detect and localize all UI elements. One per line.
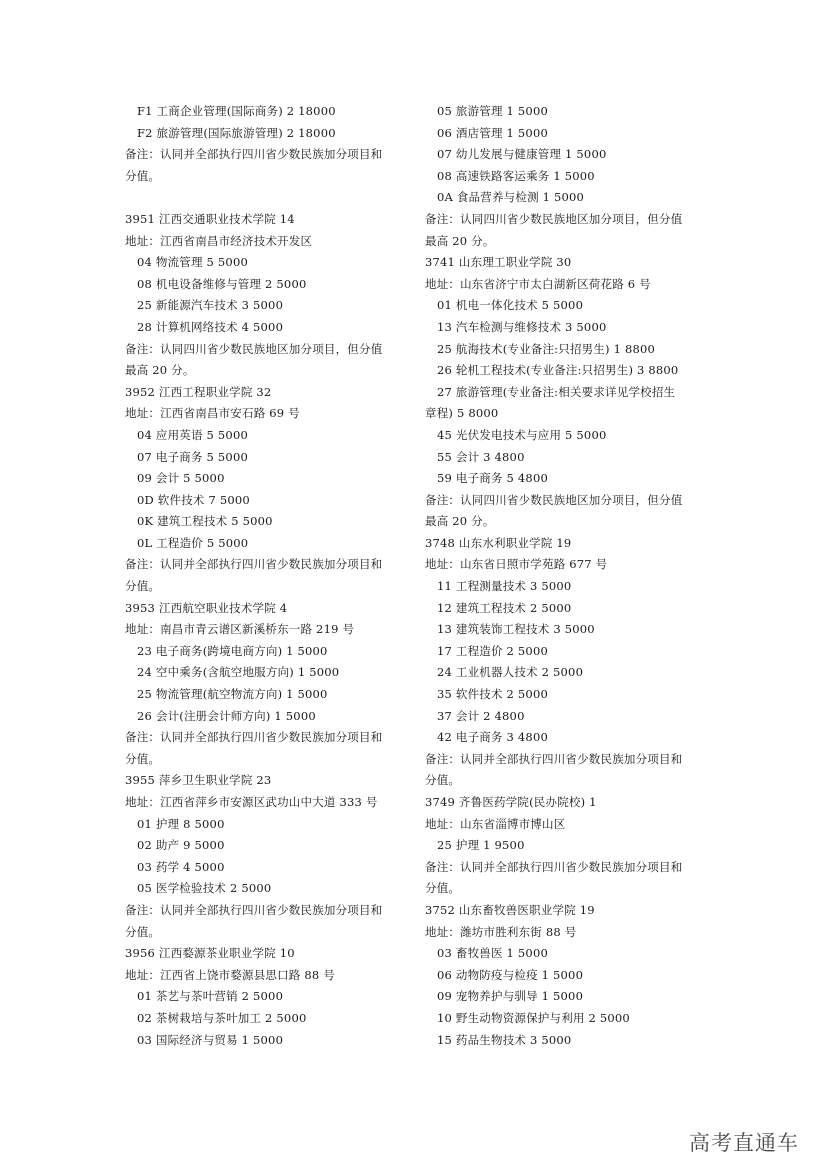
text-line: 25 新能源汽车技术 3 5000 <box>137 298 284 313</box>
text-line: 27 旅游管理(专业备注:相关要求详见学校招生 <box>437 384 676 399</box>
text-line: 备注：认同并全部执行四川省少数民族加分项目和 <box>425 859 683 874</box>
text-line: 分值。 <box>125 168 161 183</box>
text-line: 最高 20 分。 <box>425 233 495 248</box>
text-line: 37 会计 2 4800 <box>437 708 525 723</box>
text-line: 09 宠物养护与驯导 1 5000 <box>437 989 584 1004</box>
text-line: 23 电子商务(跨境电商方向) 1 5000 <box>137 643 328 658</box>
text-line: 0A 食品营养与检测 1 5000 <box>437 190 585 205</box>
blank-line <box>125 187 410 209</box>
text-line: 15 药品生物技术 3 5000 <box>437 1032 572 1047</box>
text-line: 26 会计(注册会计师方向) 1 5000 <box>137 708 316 723</box>
text-line: 03 药学 4 5000 <box>137 859 225 874</box>
text-line: 3953 江西航空职业技术学院 4 <box>125 600 288 615</box>
text-line: 地址：山东省淄博市博山区 <box>425 816 566 831</box>
text-line: 07 幼儿发展与健康管理 1 5000 <box>437 147 607 162</box>
text-line: 0D 软件技术 7 5000 <box>137 492 250 507</box>
text-line: 01 机电一体化技术 5 5000 <box>437 298 584 313</box>
text-line: 地址：潍坊市胜利东街 88 号 <box>425 924 577 939</box>
text-line: F2 旅游管理(国际旅游管理) 2 18000 <box>137 125 336 140</box>
text-line: 42 电子商务 3 4800 <box>437 730 548 745</box>
text-line: 最高 20 分。 <box>425 514 495 529</box>
text-line: 13 建筑装饰工程技术 3 5000 <box>437 622 595 637</box>
text-line: 3752 山东畜牧兽医职业学院 19 <box>425 902 595 917</box>
text-line: 地址：江西省南昌市经济技术开发区 <box>125 233 313 248</box>
text-line: 13 汽车检测与维修技术 3 5000 <box>437 319 607 334</box>
text-line: 12 建筑工程技术 2 5000 <box>437 600 572 615</box>
text-line: 17 工程造价 2 5000 <box>437 643 548 658</box>
text-line: 备注：认同四川省少数民族地区加分项目，但分值 <box>425 211 683 226</box>
text-line: 最高 20 分。 <box>125 363 195 378</box>
text-line: 地址：江西省萍乡市安源区武功山中大道 333 号 <box>125 795 378 809</box>
text-line: 3955 萍乡卫生职业学院 23 <box>125 773 272 788</box>
text-line: 地址：南昌市青云谱区新溪桥东一路 219 号 <box>125 622 355 637</box>
text-line: 06 酒店管理 1 5000 <box>437 125 548 140</box>
text-line: 分值。 <box>125 579 161 594</box>
text-line: 备注：认同并全部执行四川省少数民族加分项目和 <box>125 147 383 162</box>
text-line: 地址：山东省济宁市太白湖新区荷花路 6 号 <box>425 276 651 291</box>
text-line: 08 高速铁路客运乘务 1 5000 <box>437 168 595 183</box>
text-line: 备注：认同四川省少数民族地区加分项目，但分值 <box>125 341 383 356</box>
text-line: 0K 建筑工程技术 5 5000 <box>137 514 273 529</box>
text-line: 分值。 <box>425 881 461 896</box>
text-line: 01 护理 8 5000 <box>137 816 225 831</box>
text-line: 3741 山东理工职业学院 30 <box>425 255 572 270</box>
text-line: 09 会计 5 5000 <box>137 471 225 486</box>
text-line: 59 电子商务 5 4800 <box>437 471 548 486</box>
text-line: 04 应用英语 5 5000 <box>137 427 248 442</box>
watermark-text: 高考直通车 <box>689 1131 799 1155</box>
text-line: 10 野生动物资源保护与利用 2 5000 <box>437 1010 630 1025</box>
text-line: 45 光伏发电技术与应用 5 5000 <box>437 427 607 442</box>
text-line: 3749 齐鲁医药学院(民办院校) 1 <box>425 795 597 809</box>
text-line: 分值。 <box>425 773 461 788</box>
text-line: 备注：认同四川省少数民族地区加分项目，但分值 <box>425 492 683 507</box>
left-column <box>125 101 410 1051</box>
right-column <box>425 101 710 1051</box>
text-line: 25 护理 1 9500 <box>437 838 525 853</box>
text-line: 24 工业机器人技术 2 5000 <box>437 665 584 680</box>
text-line: 3748 山东水利职业学院 19 <box>425 535 572 550</box>
text-line: 55 会计 3 4800 <box>437 449 525 464</box>
text-line: 26 轮机工程技术(专业备注:只招男生) 3 8800 <box>437 363 679 378</box>
text-line: 05 旅游管理 1 5000 <box>437 104 548 118</box>
text-line: 11 工程测量技术 3 5000 <box>437 579 572 594</box>
text-line: 地址：江西省上饶市婺源县思口路 88 号 <box>125 967 335 982</box>
text-line: 35 软件技术 2 5000 <box>437 687 548 702</box>
text-line: 25 航海技术(专业备注:只招男生) 1 8800 <box>437 341 656 356</box>
text-line: 地址：江西省南昌市安石路 69 号 <box>125 406 300 421</box>
text-line: 08 机电设备维修与管理 2 5000 <box>137 276 307 291</box>
text-line: 3951 江西交通职业技术学院 14 <box>125 211 295 226</box>
text-line: 3956 江西婺源茶业职业学院 10 <box>125 946 295 961</box>
text-line: 03 畜牧兽医 1 5000 <box>437 946 548 961</box>
text-line: 分值。 <box>125 751 161 766</box>
text-line: 备注：认同并全部执行四川省少数民族加分项目和 <box>125 557 383 572</box>
text-line: 25 物流管理(航空物流方向) 1 5000 <box>137 687 328 702</box>
text-line: 03 国际经济与贸易 1 5000 <box>137 1032 284 1047</box>
text-line: F1 工商企业管理(国际商务) 2 18000 <box>137 104 336 118</box>
text-line: 28 计算机网络技术 4 5000 <box>137 319 284 334</box>
text-line: 24 空中乘务(含航空地服方向) 1 5000 <box>137 665 340 680</box>
text-line: 02 茶树栽培与茶叶加工 2 5000 <box>137 1010 307 1025</box>
text-line: 02 助产 9 5000 <box>137 838 225 853</box>
text-line: 分值。 <box>125 924 161 939</box>
text-line: 04 物流管理 5 5000 <box>137 255 248 270</box>
text-line: 备注：认同并全部执行四川省少数民族加分项目和 <box>125 730 383 745</box>
text-line: 章程) 5 8000 <box>425 406 499 421</box>
text-line: 地址：山东省日照市学苑路 677 号 <box>425 557 608 572</box>
text-line: 05 医学检验技术 2 5000 <box>137 881 272 896</box>
text-line: 0L 工程造价 5 5000 <box>137 535 249 550</box>
text-line: 3952 江西工程职业学院 32 <box>125 384 272 399</box>
text-line: 07 电子商务 5 5000 <box>137 449 248 464</box>
text-line: 备注：认同并全部执行四川省少数民族加分项目和 <box>125 902 383 917</box>
text-line: 01 茶艺与茶叶营销 2 5000 <box>137 989 284 1004</box>
text-line: 备注：认同并全部执行四川省少数民族加分项目和 <box>425 751 683 766</box>
text-line: 06 动物防疫与检疫 1 5000 <box>437 967 584 982</box>
